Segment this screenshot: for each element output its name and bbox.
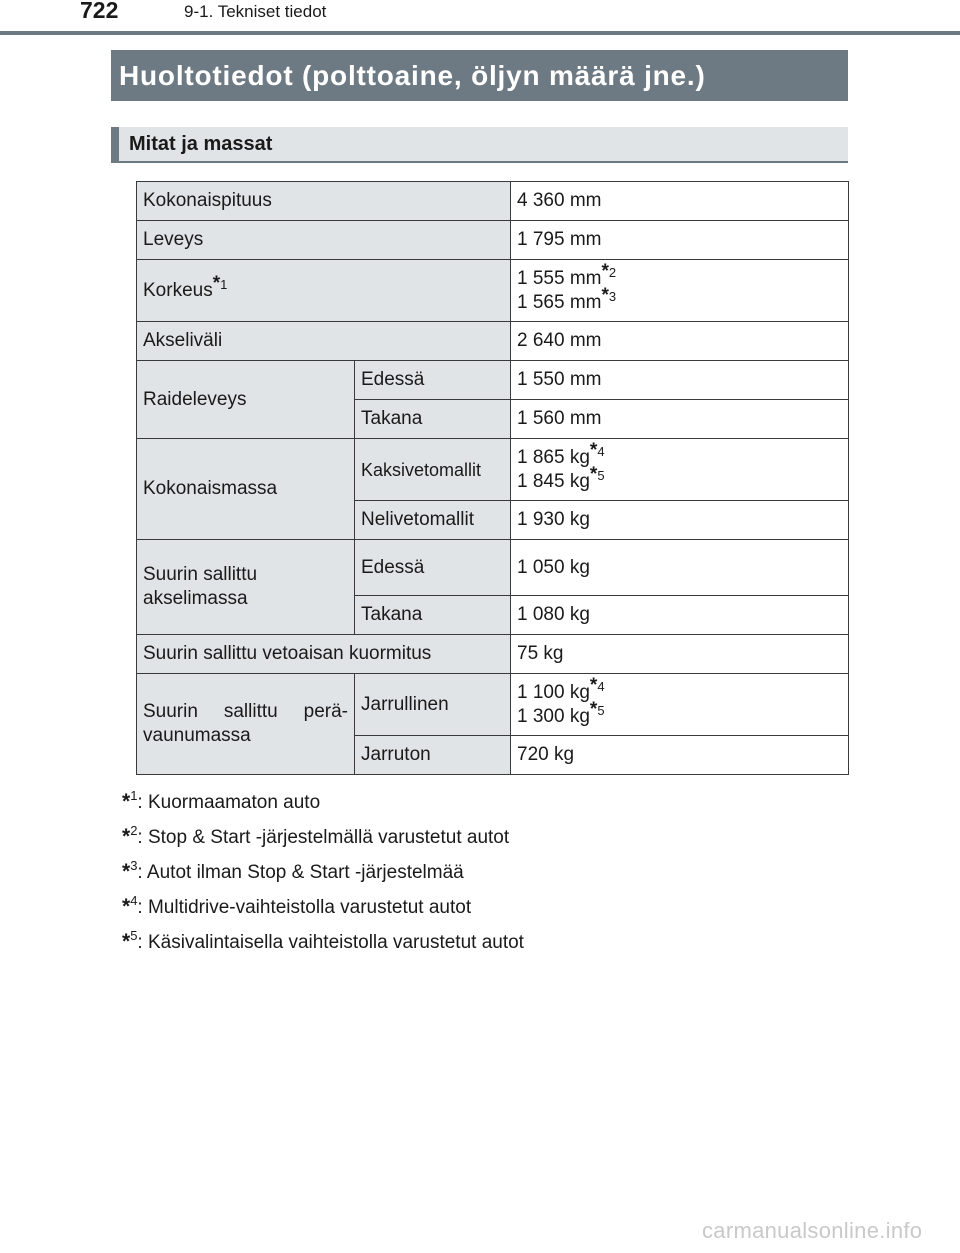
row-label: Suurin sallittu vetoaisan kuormitus (137, 635, 511, 674)
row-value: 1 050 kg (511, 540, 849, 596)
footnote-item: *$^3$: Autot ilman Stop & Start -järjestelmää (122, 858, 464, 883)
row-label: Akseliväli (137, 322, 511, 361)
row-value: 1 080 kg (511, 596, 849, 635)
sub-label: Nelivetomallit (355, 501, 511, 540)
row-value: 720 kg (511, 736, 849, 775)
dimensions-table (136, 181, 849, 775)
row-label: Kokonaispituus (137, 182, 511, 221)
row-value: 4 360 mm (511, 182, 849, 221)
footnote-ref: *5 (589, 698, 605, 720)
sub-label: Takana (355, 400, 511, 439)
sub-label: Takana (355, 596, 511, 635)
subsection-bar (111, 127, 848, 163)
section-title: Huoltotiedot (polttoaine, öljyn määrä jne.) (119, 59, 706, 91)
row-label: Korkeus$^{*1}$ (137, 260, 511, 322)
sub-label: Edessä (355, 361, 511, 400)
table-row (137, 260, 849, 322)
sub-label: Edessä (355, 540, 511, 596)
table-row (137, 439, 849, 501)
subsection-title: Mitat ja massat (129, 132, 273, 155)
footnote-item: *$^1$: Kuormaamaton auto (122, 788, 321, 813)
row-label: Leveys (137, 221, 511, 260)
row-value: 1 865 kg$^{*4}$ 1 845 kg$^{*5}$ (511, 439, 849, 501)
group-label: Suurin sallittu akselimassa (137, 540, 355, 635)
row-value: 2 640 mm (511, 322, 849, 361)
chapter-title: 9-1. Tekniset tiedot (184, 2, 327, 21)
table-row (137, 635, 849, 674)
footnote-item: *$^4$: Multidrive-vaihteistolla varustetut autot (122, 893, 472, 918)
page-number: 722 (80, 0, 119, 23)
table-row (137, 540, 849, 596)
footnote-ref: *4 (589, 674, 605, 696)
row-value: 1 100 kg$^{*4}$ 1 300 kg$^{*5}$ (511, 674, 849, 736)
group-label: Raideleveys (137, 361, 355, 439)
footnote-ref: *5 (589, 463, 605, 485)
table-row (137, 182, 849, 221)
group-label: Kokonaismassa (137, 439, 355, 540)
footnote-item: *$^5$: Käsivalintaisella vaihteistolla varustetut autot (122, 928, 524, 953)
row-value: 1 555 mm$^{*2}$ 1 565 mm$^{*3}$ (511, 260, 849, 322)
row-value: 1 795 mm (511, 221, 849, 260)
sub-label: Jarruton (355, 736, 511, 775)
footnotes (122, 783, 524, 958)
footnote-ref: *2 (601, 260, 617, 282)
footnote-ref: *4 (589, 439, 605, 461)
sub-label: Kaksivetomallit (355, 439, 511, 501)
section-title-bar (111, 50, 848, 101)
row-value: 1 560 mm (511, 400, 849, 439)
row-value: 1 550 mm (511, 361, 849, 400)
row-value: 75 kg (511, 635, 849, 674)
table-row (137, 361, 849, 400)
footnote-item: *$^2$: Stop & Start -järjestelmällä varustetut autot (122, 823, 510, 848)
table-row (137, 221, 849, 260)
header-rule (0, 31, 960, 35)
table-row (137, 322, 849, 361)
sub-label: Jarrullinen (355, 674, 511, 736)
watermark: carmanualsonline.info (702, 1218, 923, 1243)
table-row (137, 674, 849, 736)
footnote-ref: *1 (212, 272, 228, 294)
group-label: Suurin sallittu perä-vaunumassa (137, 674, 355, 775)
footnote-ref: *3 (601, 284, 617, 306)
row-value: 1 930 kg (511, 501, 849, 540)
